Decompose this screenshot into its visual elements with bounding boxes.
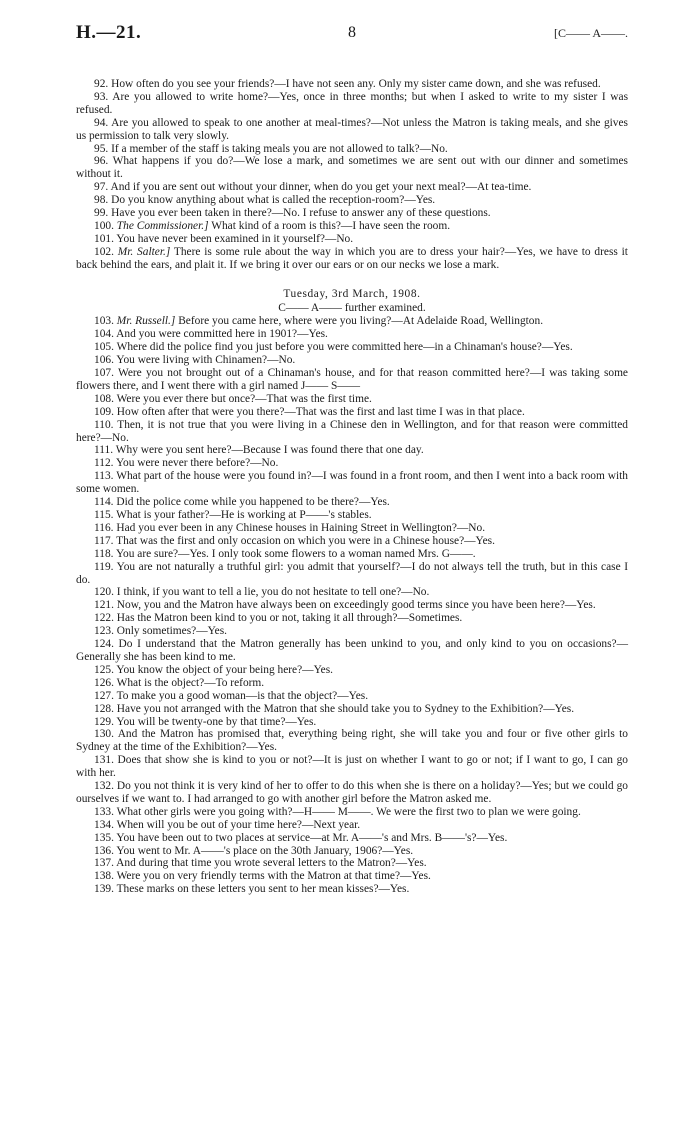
question-number: 114. — [94, 496, 114, 509]
testimony-paragraph — [76, 677, 628, 690]
question-number: 101. — [94, 232, 114, 245]
question-number: 135. — [94, 831, 114, 844]
question-answer-text: Were you ever there but once?—That was the first time. — [116, 392, 372, 405]
question-number: 124. — [94, 638, 114, 651]
question-number: 98. — [94, 194, 109, 207]
question-answer-text: Why were you sent here?—Because I was found there that one day. — [115, 444, 424, 457]
question-number: 112. — [94, 457, 114, 470]
testimony-paragraph — [76, 233, 628, 246]
testimony-paragraph — [76, 819, 628, 832]
question-number: 133. — [94, 805, 114, 818]
question-answer-text: And you were committed here in 1901?—Yes. — [116, 328, 328, 341]
question-answer-text: And during that time you wrote several letters to the Matron?—Yes. — [116, 857, 427, 870]
question-number: 102. — [94, 245, 114, 258]
testimony-paragraph — [76, 354, 628, 367]
testimony-paragraph — [76, 586, 628, 599]
question-answer-text: You know the object of your being here?—Yes. — [116, 663, 333, 676]
question-number: 97. — [94, 181, 109, 194]
question-number: 99. — [94, 207, 109, 220]
testimony-paragraph — [76, 754, 628, 780]
question-number: 125. — [94, 663, 114, 676]
testimony-paragraph — [76, 341, 628, 354]
question-number: 94. — [94, 116, 109, 129]
question-answer-text: How often after that were you there?—That was the first and last time I was in that place. — [116, 405, 525, 418]
question-number: 118. — [94, 547, 114, 560]
question-answer-text: You will be twenty-one by that time?—Yes. — [116, 715, 317, 728]
question-number: 95. — [94, 142, 109, 155]
question-number: 122. — [94, 612, 114, 625]
question-number: 129. — [94, 715, 114, 728]
page-header — [76, 22, 628, 46]
question-number: 109. — [94, 405, 114, 418]
question-number: 107. — [94, 367, 114, 380]
question-answer-text: Does that show she is kind to you or not?—It is just on whether I want to go or not; if I want to go, I can go with her. — [76, 754, 628, 780]
question-number: 127. — [94, 689, 114, 702]
question-answer-text: Have you not arranged with the Matron that she should take you to Sydney to the Exhibition?—Yes. — [116, 702, 575, 715]
speaker-label: Mr. Salter.] — [117, 245, 171, 258]
testimony-paragraph — [76, 117, 628, 143]
page-number: 8 — [348, 24, 356, 41]
question-answer-text: What happens if you do?—We lose a mark, and sometimes we are sent out with our dinner and sometimes without it. — [76, 155, 628, 181]
question-number: 105. — [94, 341, 114, 354]
question-number: 120. — [94, 586, 114, 599]
question-answer-text: You have been out to two places at service—at Mr. A——'s and Mrs. B——'s?—Yes. — [116, 831, 508, 844]
question-answer-text: Only sometimes?—Yes. — [116, 625, 228, 638]
testimony-paragraph — [76, 509, 628, 522]
question-number: 138. — [94, 870, 114, 883]
testimony-paragraph — [76, 883, 628, 896]
question-answer-text: What part of the house were you found in?—I was found in a front room, and then I went into a back room with some women. — [76, 470, 628, 496]
testimony-paragraph — [76, 728, 628, 754]
question-number: 92. — [94, 78, 109, 90]
testimony-body — [76, 78, 628, 896]
question-answer-text: And the Matron has promised that, everything being right, she will take you and four or five other girls to Sydney at the time of the Exhibition?—Yes. — [76, 728, 629, 754]
testimony-paragraph — [76, 535, 628, 548]
question-answer-text: If a member of the staff is taking meals you are not allowed to talk?—No. — [111, 142, 448, 155]
question-answer-text: Before you came here, where were you living?—At Adelaide Road, Wellington. — [178, 315, 544, 328]
testimony-paragraph — [76, 78, 628, 91]
testimony-paragraph — [76, 638, 628, 664]
question-answer-text: You were never there before?—No. — [115, 457, 279, 470]
testimony-paragraph — [76, 857, 628, 870]
question-answer-text: Are you allowed to write home?—Yes, once in three months; but when I asked to write to my sister I was refused. — [76, 90, 628, 116]
testimony-paragraph — [76, 457, 628, 470]
testimony-paragraph — [76, 328, 628, 341]
question-number: 136. — [94, 844, 114, 857]
testimony-paragraph — [76, 780, 628, 806]
question-number: 96. — [94, 155, 109, 168]
testimony-paragraph — [76, 419, 628, 445]
question-answer-text: You were living with Chinamen?—No. — [116, 354, 296, 367]
question-answer-text: And if you are sent out without your dinner, when do you get your next meal?—At tea-time. — [110, 181, 532, 194]
testimony-paragraph — [76, 470, 628, 496]
testimony-paragraph — [76, 91, 628, 117]
question-answer-text: You are sure?—Yes. I only took some flowers to a woman named Mrs. G——. — [115, 547, 476, 560]
question-answer-text: You went to Mr. A——'s place on the 30th January, 1906?—Yes. — [116, 844, 414, 857]
question-number: 111. — [94, 444, 114, 457]
testimony-paragraph — [76, 194, 628, 207]
testimony-paragraph — [76, 599, 628, 612]
testimony-paragraph — [76, 155, 628, 181]
testimony-paragraph — [76, 806, 628, 819]
question-number: 121. — [94, 599, 114, 612]
question-answer-text: What is your father?—He is working at P——'s stables. — [116, 509, 372, 521]
testimony-paragraph — [76, 315, 628, 328]
question-number: 115. — [94, 509, 114, 521]
question-answer-text: Do you not think it is very kind of her to offer to do this when she is there on a holiday?—Yes; but we could go ourselves if we want to. I had arranged to go with another girl before the Matron asked me. — [76, 780, 628, 805]
question-answer-text: Are you allowed to speak to one another at meal-times?—Not unless the Matron is taking meals, and she gives us permission to talk very slowly. — [76, 116, 628, 142]
testimony-paragraph — [76, 870, 628, 883]
question-answer-text: Where did the police find you just before you were committed here—in a Chinaman's house?—Yes. — [116, 341, 573, 354]
testimony-paragraph — [76, 220, 628, 233]
testimony-paragraph — [76, 664, 628, 677]
testimony-paragraph — [76, 845, 628, 858]
testimony-paragraph — [76, 496, 628, 509]
question-answer-text: How often do you see your friends?—I have not seen any. Only my sister came down, and she was refused. — [111, 78, 601, 90]
question-answer-text: Now, you and the Matron have always been on exceedingly good terms since you have been here?—Yes. — [116, 599, 596, 612]
testimony-paragraph — [76, 612, 628, 625]
question-number: 128. — [94, 702, 114, 715]
witness-subheading: C—— A—— further examined. — [278, 301, 426, 314]
question-number: 119. — [94, 560, 114, 573]
question-answer-text: What is the object?—To reform. — [116, 676, 265, 689]
question-answer-text: I think, if you want to tell a lie, you do not hesitate to tell one?—No. — [116, 586, 430, 599]
question-number: 110. — [94, 418, 114, 431]
question-number: 104. — [94, 328, 114, 341]
speaker-label: The Commissioner.] — [116, 219, 209, 232]
question-number: 106. — [94, 354, 114, 367]
question-answer-text: Were you on very friendly terms with the Matron at that time?—Yes. — [116, 870, 431, 883]
question-answer-text: Do you know anything about what is called the reception-room?—Yes. — [111, 194, 436, 207]
question-number: 130. — [94, 728, 114, 741]
testimony-paragraph — [76, 393, 628, 406]
question-number: 126. — [94, 676, 114, 689]
question-number: 93. — [94, 90, 109, 103]
question-number: 137. — [94, 857, 114, 870]
speaker-label: Mr. Russell.] — [116, 315, 176, 328]
testimony-paragraph — [76, 367, 628, 393]
session-date-heading: Tuesday, 3rd March, 1908. — [283, 287, 421, 300]
testimony-section-further — [76, 315, 628, 896]
testimony-paragraph — [76, 625, 628, 638]
testimony-section-earlier — [76, 78, 628, 272]
question-number: 131. — [94, 754, 114, 767]
question-answer-text: These marks on these letters you sent to her mean kisses?—Yes. — [116, 883, 410, 896]
question-answer-text: Were you not brought out of a Chinaman's house, and for that reason committed here?—I was taking some flowers there, and I went there with a girl named J—— S—— — [76, 367, 628, 392]
testimony-paragraph — [76, 207, 628, 220]
question-number: 100. — [94, 219, 114, 232]
report-reference: H.—21. — [76, 22, 142, 43]
testimony-paragraph — [76, 716, 628, 729]
question-number: 117. — [94, 534, 114, 547]
question-answer-text: To make you a good woman—is that the object?—Yes. — [116, 689, 369, 702]
testimony-paragraph — [76, 561, 628, 587]
question-answer-text: What other girls were you going with?—H—— M——. We were the first two to plan we were going. — [116, 805, 581, 818]
testimony-paragraph — [76, 703, 628, 716]
question-number: 113. — [94, 470, 114, 483]
question-number: 123. — [94, 625, 114, 638]
question-number: 132. — [94, 780, 114, 793]
question-answer-text: What kind of a room is this?—I have seen the room. — [211, 219, 451, 232]
running-head: [C—— A——. — [553, 26, 628, 40]
testimony-paragraph — [76, 406, 628, 419]
testimony-paragraph — [76, 246, 628, 272]
testimony-paragraph — [76, 181, 628, 194]
question-answer-text: Has the Matron been kind to you or not, taking it all through?—Sometimes. — [116, 612, 463, 625]
testimony-paragraph — [76, 690, 628, 703]
question-number: 103. — [94, 315, 114, 328]
question-answer-text: Do I understand that the Matron generally has been unkind to you, and only kind to you on occasions?—Generally she has been kind to me. — [76, 638, 628, 663]
testimony-paragraph — [76, 548, 628, 561]
testimony-paragraph — [76, 522, 628, 535]
question-number: 139. — [94, 883, 114, 896]
question-answer-text: Had you ever been in any Chinese houses in Haining Street in Wellington?—No. — [116, 521, 486, 534]
question-answer-text: Have you ever been taken in there?—No. I refuse to answer any of these questions. — [111, 207, 491, 220]
question-answer-text: You are not naturally a truthful girl: you admit that yourself?—I do not always tell the truth, but in this case I do. — [76, 560, 628, 586]
question-number: 116. — [94, 521, 114, 534]
question-answer-text: You have never been examined in it yourself?—No. — [116, 232, 354, 245]
question-answer-text: When will you be out of your time here?—Next year. — [116, 818, 361, 831]
question-answer-text: That was the first and only occasion on which you were in a Chinese house?—Yes. — [116, 534, 495, 547]
question-answer-text: There is some rule about the way in which you are to dress your hair?—Yes, we have to dress it back behind the ears, and plait it. If we bring it over our ears or on our necks we lose a mark. — [76, 245, 628, 271]
question-number: 134. — [94, 818, 114, 831]
question-answer-text: Then, it is not true that you were living in a Chinese den in Wellington, and for that reason were committed here?—No. — [76, 418, 628, 444]
testimony-paragraph — [76, 832, 628, 845]
question-number: 108. — [94, 392, 114, 405]
question-answer-text: Did the police come while you happened to be there?—Yes. — [116, 496, 390, 509]
testimony-paragraph — [76, 143, 628, 156]
testimony-paragraph — [76, 444, 628, 457]
